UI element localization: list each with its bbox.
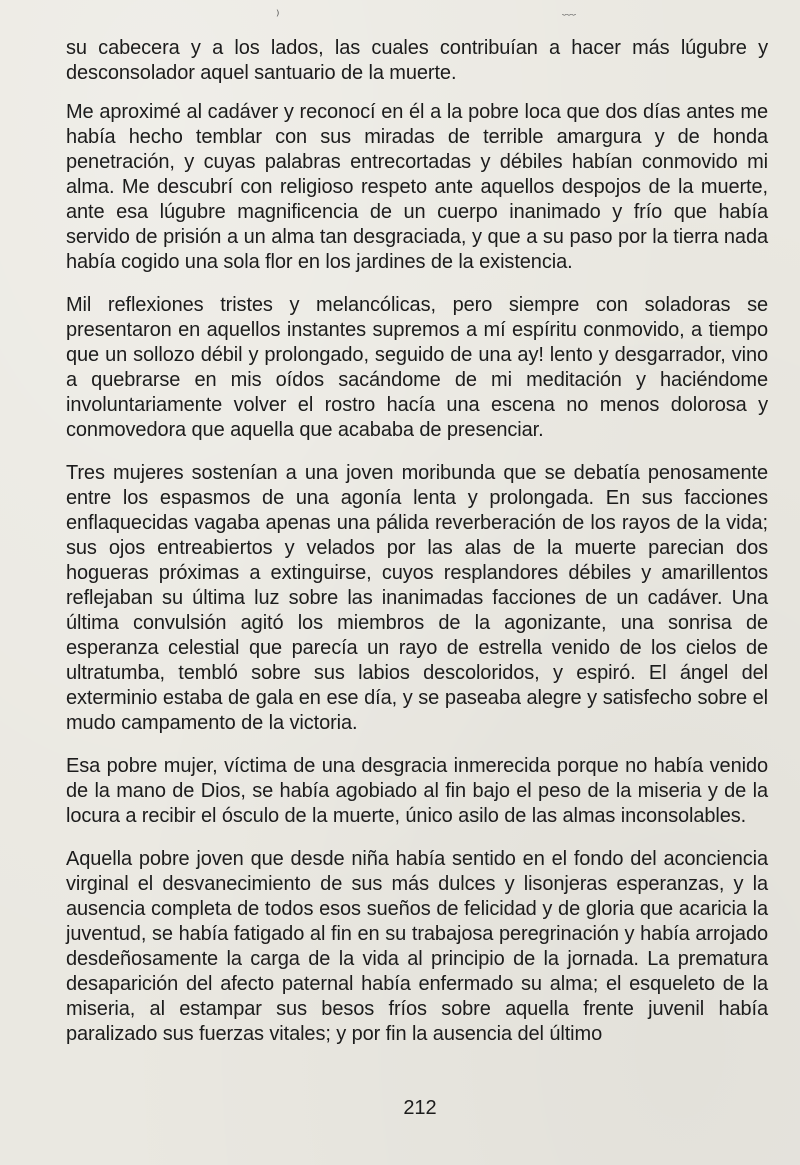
paragraph: Mil reflexiones tristes y melancólicas, pero siempre con soladoras se presentaron en aquellos instantes supremos a mí espíritu conmovido, a tiempo que un sollozo débil y prolongado, seguido de una ay! lento y desgarrador, vino a quebrarse en mis oídos sacándome de mi meditación y haciéndome involuntariamente volver el rostro hacía una escena no menos dolorosa y conmovedora que aquella que acababa de presenciar. bbox=[66, 294, 768, 441]
paragraph: su cabecera y a los lados, las cuales contribuían a hacer más lúgubre y desconsolador aquel santuario de la muerte. bbox=[66, 37, 768, 84]
page-body bbox=[66, 36, 768, 1065]
paper-mark: ﹏ bbox=[562, 1, 576, 17]
paper-mark: ⁾ bbox=[276, 7, 280, 23]
page-number: 212 bbox=[403, 1097, 437, 1119]
paragraph: Aquella pobre joven que desde niña había sentido en el fondo del aconciencia virginal el desvanecimiento de sus más dulces y lisonjeras esperanzas, y la ausencia completa de todos esos sueños de felicidad y de gloria que acaricia la juventud, se había fatigado al fin en su trabajosa peregrinación y había arrojado desdeñosamente la carga de la vida al principio de la jornada. La prematura desaparición del afecto paternal había enfermado su alma; el esqueleto de la miseria, al estampar sus besos fríos sobre aquella frente juvenil había paralizado sus fuerzas vitales; y por fin la ausencia del último bbox=[66, 848, 768, 1045]
paragraph: Me aproximé al cadáver y reconocí en él a la pobre loca que dos días antes me había hecho temblar con sus miradas de terrible amargura y de honda penetración, y cuyas palabras entrecortadas y débiles habían conmovido mi alma. Me descubrí con religioso respeto ante aquellos despojos de la muerte, ante esa lúgubre magnificencia de un cuerpo inanimado y frío que había servido de prisión a un alma tan desgraciada, y que a su paso por la tierra nada había cogido una sola flor en los jardines de la existencia. bbox=[66, 101, 768, 273]
paragraph: Tres mujeres sostenían a una joven moribunda que se debatía penosamente entre los espasmos de una agonía lenta y prolongada. En sus facciones enflaquecidas vagaba apenas una pálida reverberación de los rayos de la vida; sus ojos entreabiertos y velados por las alas de la muerte parecian dos hogueras próximas a extinguirse, cuyos resplandores débiles y amarillentos reflejaban su última luz sobre las inanimadas facciones de un cadáver. Una última convulsión agitó los miembros de la agonizante, una sonrisa de esperanza celestial que parecía un rayo de estrella venido de los cielos de ultratumba, tembló sobre sus labios descoloridos, y espiró. El ángel del exterminio estaba de gala en ese día, y se paseaba alegre y satisfecho sobre el mudo campamento de la victoria. bbox=[66, 462, 768, 734]
paragraph: Esa pobre mujer, víctima de una desgracia inmerecida porque no había venido de la mano de Dios, se había agobiado al fin bajo el peso de la miseria y de la locura a recibir el ósculo de la muerte, único asilo de las almas inconsolables. bbox=[66, 755, 768, 827]
